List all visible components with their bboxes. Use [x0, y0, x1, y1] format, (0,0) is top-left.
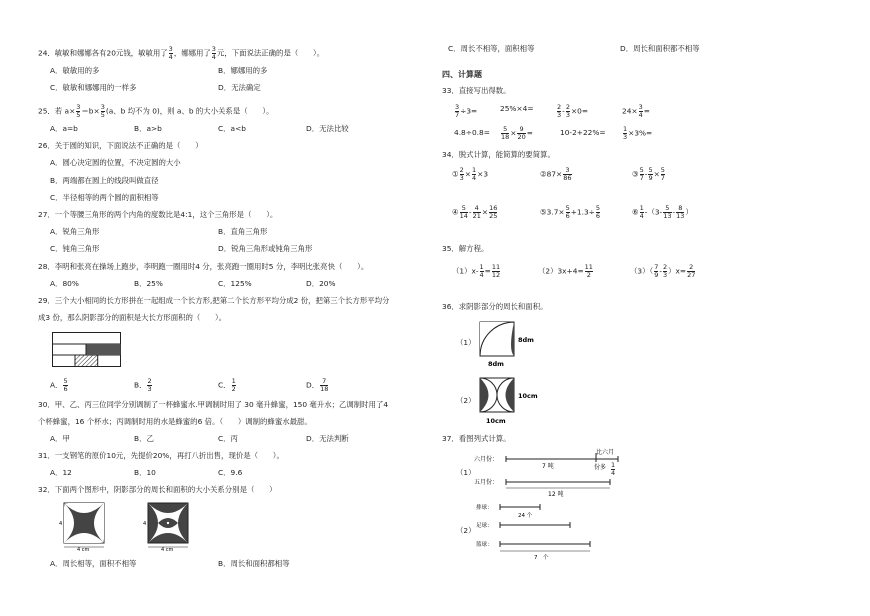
q37-diagram-2 — [470, 498, 630, 564]
q33-item: 24× $\frac{3}{4}$ = — [622, 103, 650, 119]
q34-item-1: ① $\frac{2}{3}$ × $\frac{1}{4}$ ×3 — [452, 166, 489, 182]
svg-text:12 吨: 12 吨 — [548, 491, 564, 498]
q33-item: 10-2+22%= — [560, 128, 606, 137]
q26-stem: 26．关于圆的知识，下面说法不正确的是（ ） — [38, 141, 203, 150]
q30-option-b[interactable]: B．乙 — [134, 434, 154, 443]
q37-part-2-label: （2） — [456, 526, 476, 535]
svg-text:五月份：: 五月份： — [474, 479, 499, 486]
q32-figure-2 — [144, 501, 206, 551]
q31-stem: 31．一支钢笔的原价10元，先提价20%，再打八折出售，现价是（ ）。 — [38, 451, 284, 460]
q27-option-a[interactable]: A．锐角三角形 — [50, 227, 100, 236]
q36-part-1-label: （1） — [456, 338, 476, 347]
q35-stem: 35．解方程。 — [442, 244, 489, 253]
fraction: $\frac{3}{5}$ — [100, 103, 105, 119]
svg-text:24 个: 24 个 — [518, 513, 533, 519]
q37-part-1-label: （1） — [456, 468, 476, 477]
svg-text:7 个: 7 个 — [534, 555, 549, 561]
q24-option-a[interactable]: A．敏敏用的多 — [50, 66, 100, 75]
fraction: $\frac{3}{4}$ — [211, 45, 216, 61]
fraction: $\frac{3}{4}$ — [168, 45, 173, 61]
q34-item-2: ②87× $\frac{3}{86}$ — [540, 166, 572, 182]
q29-stem-line1: 29．三个大小相同的长方形拼在一起组成一个长方形,把第二个长方形平均分成2 份，把第三个长方形平均分 — [38, 296, 390, 305]
q36-figure-1 — [478, 320, 538, 370]
q31-option-c[interactable]: C．9.6 — [218, 468, 243, 477]
svg-text:份多: 份多 — [594, 464, 607, 471]
q33-item: 4.8÷0.8= — [454, 128, 490, 137]
svg-text:足球：: 足球： — [476, 523, 493, 529]
q36-part-2-label: （2） — [456, 396, 476, 405]
q32-option-b[interactable]: B．周长和面积都相等 — [218, 559, 290, 568]
q34-item-6: ⑥ $\frac{1}{4}$ -（3- $\frac{5}{13}$ - $\frac{8}{13}$ ） — [632, 204, 693, 220]
q28-option-a[interactable]: A．80% — [50, 279, 79, 288]
q36-stem: 36．求阴影部分的周长和面积。 — [442, 302, 548, 311]
q29-stem-line2: 成3 份，那么阴影部分的面积是大长方形面积的（ ）。 — [38, 313, 227, 322]
q34-item-4: ④ $\frac{5}{14}$ - $\frac{4}{21}$ × $\frac{16}{25}$ — [452, 204, 498, 220]
q30-stem-line1: 30．甲、乙、丙三位同学分别调制了一杯蜂蜜水.甲调制时用了 30 毫升蜂蜜，150 毫升水；乙调制时用了4 — [38, 400, 389, 409]
svg-text:7 吨: 7 吨 — [542, 463, 554, 470]
q27-option-d[interactable]: D．锐角三角形或钝角三角形 — [218, 244, 313, 253]
q30-option-c[interactable]: C．丙 — [218, 434, 238, 443]
svg-text:10cm: 10cm — [486, 417, 506, 425]
q37-fraction: $\frac{1}{4}$ — [611, 461, 616, 477]
q29-option-d[interactable]: D． $\frac{7}{18}$ — [306, 377, 329, 393]
q32-stem: 32．下面两个图形中，阴影部分的周长和面积的大小关系分别是（ ） — [38, 485, 277, 494]
q35-item-1: （1）x- $\frac{1}{4}$ = $\frac{11}{12}$ — [452, 263, 501, 279]
q31-option-b[interactable]: B．10 — [134, 468, 156, 477]
q28-option-c[interactable]: C．125% — [218, 279, 252, 288]
q25-stem: 25．若 a× $\frac{3}{5}$ ＝b× $\frac{3}{5}$ (a、b 均不为 0)，则 a、b 的大小关系是（ ）。 — [38, 103, 274, 119]
q33-item: $\frac{5}{18}$ × $\frac{9}{20}$ = — [501, 125, 533, 141]
q32-option-c[interactable]: C．周长不相等，面积相等 — [448, 44, 535, 53]
q25-option-d[interactable]: D．无法比较 — [306, 124, 349, 133]
q28-option-d[interactable]: D．20% — [306, 279, 336, 288]
q33-item: $\frac{3}{7}$ ÷3= — [455, 103, 478, 119]
q27-option-c[interactable]: C．钝角三角形 — [50, 244, 100, 253]
q33-item: $\frac{2}{3}$ - $\frac{2}{3}$ ×0= — [557, 103, 589, 119]
svg-text:六月份：: 六月份： — [474, 456, 499, 463]
q30-option-d[interactable]: D．无法判断 — [306, 434, 349, 443]
q33-stem: 33．直接写出得数。 — [442, 86, 511, 95]
q24-option-d[interactable]: D．无法确定 — [218, 83, 261, 92]
q27-stem: 27．一个等腰三角形的两个内角的度数比是4:1，这个三角形是（ ）。 — [38, 210, 278, 219]
q34-item-5: ⑤3.7× $\frac{5}{6}$ +1.3÷ $\frac{5}{6}$ — [540, 204, 601, 220]
q26-option-a[interactable]: A．圆心决定圆的位置，不决定圆的大小 — [50, 158, 181, 167]
svg-text:4: 4 — [143, 521, 147, 527]
q35-item-2: （2）3x+4= $\frac{11}{2}$ — [538, 263, 593, 279]
q32-dim: 4 cm — [161, 547, 174, 553]
q36-figure-2 — [478, 376, 548, 428]
q29-rectangles-figure — [52, 332, 122, 368]
q37-stem: 37．看图列式计算。 — [442, 434, 511, 443]
svg-text:10cm: 10cm — [518, 392, 538, 400]
q26-option-b[interactable]: B．两端都在圆上的线段叫做直径 — [50, 176, 159, 185]
svg-text:比六月: 比六月 — [596, 449, 615, 456]
q35-item-3: （3）（ $\frac{7}{9}$ - $\frac{2}{3}$ ）x= $\frac{2}{27}$ — [630, 263, 696, 279]
q25-option-b[interactable]: B．a>b — [134, 124, 162, 133]
svg-text:4: 4 — [59, 521, 63, 527]
q29-option-a[interactable]: A． $\frac{5}{6}$ — [50, 377, 68, 393]
q28-option-b[interactable]: B．25% — [134, 279, 163, 288]
q24-option-c[interactable]: C．敏敏和娜娜用的一样多 — [50, 83, 137, 92]
svg-text:8dm: 8dm — [518, 336, 534, 344]
q29-option-b[interactable]: B． $\frac{2}{3}$ — [134, 377, 152, 393]
q32-figure-1 — [60, 501, 122, 551]
svg-text:排球：: 排球： — [476, 505, 493, 511]
svg-text:8dm: 8dm — [488, 360, 504, 368]
q34-stem: 34．脱式计算，能简算的要简算。 — [442, 150, 555, 159]
q33-item: $\frac{1}{3}$ ×3%= — [623, 125, 653, 141]
q31-option-a[interactable]: A．12 — [50, 468, 72, 477]
q33-item: 25%×4= — [500, 104, 534, 113]
q34-item-3: ③ $\frac{5}{7}$ - $\frac{5}{9}$ × $\frac{5}{7}$ — [632, 166, 665, 182]
q29-option-c[interactable]: C． $\frac{1}{2}$ — [218, 377, 236, 393]
q25-option-c[interactable]: C．a<b — [218, 124, 246, 133]
q32-dim: 4 cm — [77, 547, 90, 553]
q28-stem: 28．李明和张亮在操场上跑步，李明跑一圈用时4 分，张亮跑一圈用时5 分，李明比张亮快（ ）。 — [38, 262, 369, 271]
q30-stem-line2: 个杯蜂蜜，16 个杯水；丙调制时用的水是蜂蜜的6 倍。（ ）调制的蜂蜜水最甜。 — [38, 417, 312, 426]
q24-stem: 24．敏敏和娜娜各有20元钱，敏敏用了 $\frac{3}{4}$ ，娜娜用了 $\frac{3}{4}$ 元，下面说法正确的是（ ）。 — [38, 45, 325, 61]
fraction: $\frac{3}{5}$ — [76, 103, 81, 119]
q25-option-a[interactable]: A．a=b — [50, 124, 78, 133]
q27-option-b[interactable]: B．直角三角形 — [218, 227, 268, 236]
q24-option-b[interactable]: B．娜娜用的多 — [218, 66, 268, 75]
q32-option-a[interactable]: A．周长相等，面积不相等 — [50, 559, 137, 568]
svg-text:篮球：: 篮球： — [476, 542, 493, 548]
section-heading: 四、计算题 — [442, 70, 482, 79]
q26-option-c[interactable]: C．半径相等的两个圆的面积相等 — [50, 193, 159, 202]
q32-option-d[interactable]: D．周长和面积都不相等 — [620, 44, 700, 53]
q30-option-a[interactable]: A．甲 — [50, 434, 70, 443]
